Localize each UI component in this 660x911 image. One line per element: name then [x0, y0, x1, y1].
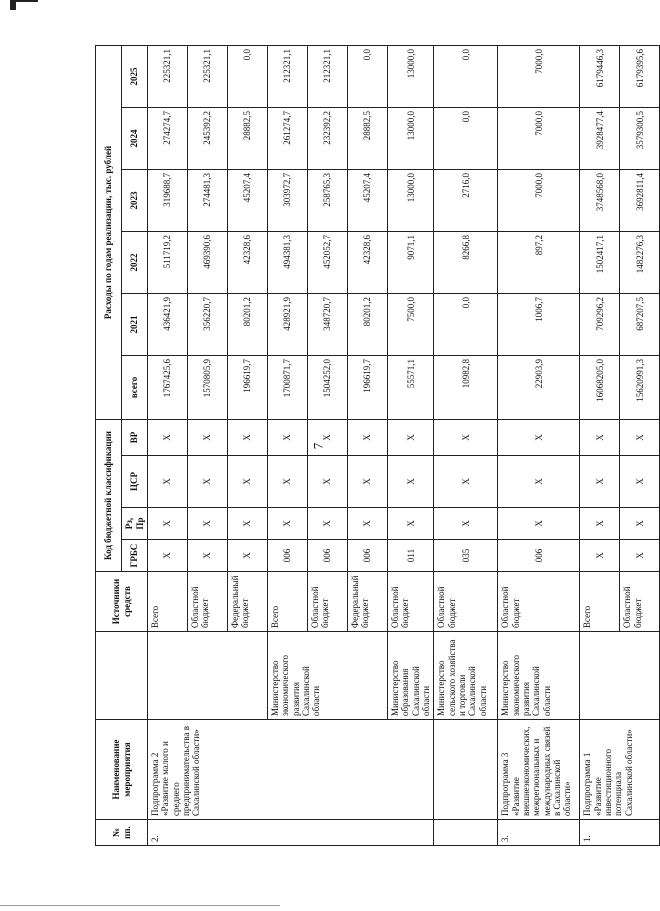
row-source: Всего: [268, 572, 308, 632]
cell-total: 1504252,0: [308, 355, 348, 419]
cell-2025: 13000,0: [388, 45, 434, 107]
row-num: 1.: [580, 820, 660, 846]
cell-2024: 28882,5: [348, 107, 388, 169]
cell-vr: X: [434, 419, 498, 455]
cell-2023: 258765,3: [308, 169, 348, 231]
cell-2024: 274274,7: [148, 107, 188, 169]
budget-table: [95, 45, 660, 846]
cell-2021: 687207,5: [620, 293, 660, 355]
cell-2023: 13000,0: [388, 169, 434, 231]
header-2022: 2022: [122, 231, 148, 293]
row-num: 3.: [498, 820, 580, 846]
row-num: 2.: [148, 820, 434, 846]
cell-vr: X: [620, 419, 660, 455]
cell-2023: 3748568,0: [580, 169, 620, 231]
cell-2021: 7500,0: [388, 293, 434, 355]
cell-vr: X: [308, 419, 348, 455]
cell-vr: X: [148, 419, 188, 455]
cell-2022: 452052,7: [308, 231, 348, 293]
cell-total: 1700871,7: [268, 355, 308, 419]
cell-2023: 45207,4: [348, 169, 388, 231]
row-source: Федеральный бюджет: [228, 572, 268, 632]
cell-2021: 356220,7: [188, 293, 228, 355]
cell-2024: 0,0: [434, 107, 498, 169]
cell-2025: 0,0: [434, 45, 498, 107]
row-source: Областной бюджет: [308, 572, 348, 632]
cell-2025: 6179395,6: [620, 45, 660, 107]
cell-total: 1767425,6: [148, 355, 188, 419]
cell-2023: 319688,7: [148, 169, 188, 231]
cell-2024: 261274,7: [268, 107, 308, 169]
cell-2021: 436421,9: [148, 293, 188, 355]
cell-2021: 80201,2: [228, 293, 268, 355]
cell-2024: 28882,5: [228, 107, 268, 169]
cell-grbs: X: [580, 540, 620, 572]
header-grbs: ГРБС: [122, 540, 148, 572]
cell-rzpr: X: [228, 508, 268, 540]
row-name: Подпрограмма 3 «Развитие внешнеэкономических, межрегиональных и международных связей в Сахалинской области»: [498, 720, 580, 820]
cell-vr: X: [388, 419, 434, 455]
header-source: Источники средств: [96, 572, 148, 632]
cell-total: 55571,1: [388, 355, 434, 419]
cell-2022: 8266,8: [434, 231, 498, 293]
cell-csr: X: [308, 456, 348, 508]
cell-total: 196619,7: [228, 355, 268, 419]
cell-2025: 7000,0: [498, 45, 580, 107]
header-executor: [96, 632, 148, 720]
cell-csr: X: [188, 456, 228, 508]
cell-vr: X: [268, 419, 308, 455]
cell-2025: 6179446,3: [580, 45, 620, 107]
row-name: Подпрограмма 1 «Развитие инвестиционного потенциала Сахалинской области»: [580, 720, 660, 820]
cell-grbs: 035: [434, 540, 498, 572]
cell-rzpr: X: [580, 508, 620, 540]
cell-csr: X: [498, 456, 580, 508]
header-vr: ВР: [122, 419, 148, 455]
cell-2025: 212321,1: [268, 45, 308, 107]
cell-csr: X: [620, 456, 660, 508]
cell-csr: X: [580, 456, 620, 508]
cell-rzpr: X: [620, 508, 660, 540]
header-rzpr: Рз, Пр: [122, 508, 148, 540]
cell-2025: 0,0: [228, 45, 268, 107]
cell-rzpr: X: [148, 508, 188, 540]
header-name: Наименование мероприятия: [96, 720, 148, 820]
cell-2021: 428921,9: [268, 293, 308, 355]
cell-2021: 80201,2: [348, 293, 388, 355]
cell-2024: 3928477,4: [580, 107, 620, 169]
cell-2023: 7000,0: [498, 169, 580, 231]
cell-2022: 469390,6: [188, 231, 228, 293]
row-source: Областной бюджет: [434, 572, 498, 632]
header-2021: 2021: [122, 293, 148, 355]
cell-grbs: X: [620, 540, 660, 572]
cell-2022: 42328,6: [228, 231, 268, 293]
row-source: Федеральный бюджет: [348, 572, 388, 632]
cell-grbs: X: [228, 540, 268, 572]
cell-total: 1570805,9: [188, 355, 228, 419]
cell-2021: 709296,2: [580, 293, 620, 355]
cell-total: 10982,8: [434, 355, 498, 419]
cell-2024: 3579300,5: [620, 107, 660, 169]
cell-2023: 303972,7: [268, 169, 308, 231]
cell-vr: X: [228, 419, 268, 455]
cell-2022: 494381,3: [268, 231, 308, 293]
cell-grbs: 006: [348, 540, 388, 572]
cell-total: 196619,7: [348, 355, 388, 419]
cell-2024: 7000,0: [498, 107, 580, 169]
cell-2022: 897,2: [498, 231, 580, 293]
cell-2021: 348720,7: [308, 293, 348, 355]
cell-csr: X: [388, 456, 434, 508]
cell-2022: 42328,6: [348, 231, 388, 293]
cell-grbs: X: [188, 540, 228, 572]
cell-2024: 13000,0: [388, 107, 434, 169]
header-2023: 2023: [122, 169, 148, 231]
scan-mark-bottom-line: [0, 905, 280, 906]
row-executor: Министерство сельского хозяйства и торговли Сахалинской области: [434, 632, 498, 720]
cell-2022: 1502417,1: [580, 231, 620, 293]
header-kbk-group: Код бюджетной классификации: [96, 419, 122, 571]
cell-rzpr: X: [498, 508, 580, 540]
cell-2025: 225321,1: [148, 45, 188, 107]
table-row: [498, 45, 580, 845]
cell-2022: 511719,2: [148, 231, 188, 293]
row-executor: Министерство экономического развития Сахалинской области: [268, 632, 388, 720]
cell-csr: X: [434, 456, 498, 508]
cell-vr: X: [580, 419, 620, 455]
cell-grbs: 006: [498, 540, 580, 572]
scan-mark-top-line: [16, 0, 38, 2]
row-executor: Министерство экономического развития Сахалинской области: [498, 632, 580, 720]
cell-total: 15620991,3: [620, 355, 660, 419]
cell-vr: X: [348, 419, 388, 455]
table-row: [580, 45, 620, 845]
cell-total: 22903,9: [498, 355, 580, 419]
cell-2024: 232392,2: [308, 107, 348, 169]
header-expenses-group: Расходы по годам реализации, тыс. рублей: [96, 45, 122, 419]
cell-rzpr: X: [268, 508, 308, 540]
cell-grbs: 011: [388, 540, 434, 572]
cell-2023: 274481,3: [188, 169, 228, 231]
header-num: № пп.: [96, 820, 148, 846]
row-source: Областной бюджет: [620, 572, 660, 632]
cell-2024: 245392,2: [188, 107, 228, 169]
cell-grbs: 006: [268, 540, 308, 572]
cell-2023: 3692811,4: [620, 169, 660, 231]
cell-rzpr: X: [434, 508, 498, 540]
cell-csr: X: [268, 456, 308, 508]
cell-csr: X: [348, 456, 388, 508]
header-csr: ЦСР: [122, 456, 148, 508]
cell-rzpr: X: [188, 508, 228, 540]
cell-2021: 1006,7: [498, 293, 580, 355]
cell-rzpr: X: [348, 508, 388, 540]
cell-2023: 2716,0: [434, 169, 498, 231]
row-executor: Министерство образования Сахалинской области: [388, 632, 434, 720]
row-executor: [580, 632, 660, 720]
cell-2022: 1482276,3: [620, 231, 660, 293]
row-source: Областной бюджет: [388, 572, 434, 632]
row-name: [434, 720, 498, 820]
cell-2023: 45207,4: [228, 169, 268, 231]
cell-rzpr: X: [308, 508, 348, 540]
row-source: Областной бюджет: [188, 572, 228, 632]
cell-2022: 9071,1: [388, 231, 434, 293]
row-num: [434, 820, 498, 846]
row-source: Всего: [148, 572, 188, 632]
header-2024: 2024: [122, 107, 148, 169]
page-number: 7: [310, 442, 326, 450]
header-2025: 2025: [122, 45, 148, 107]
row-source: Всего: [580, 572, 620, 632]
table-row: [148, 45, 188, 845]
row-source: Областной бюджет: [498, 572, 580, 632]
cell-2021: 0,0: [434, 293, 498, 355]
cell-vr: X: [498, 419, 580, 455]
cell-2025: 0,0: [348, 45, 388, 107]
row-executor: [148, 632, 268, 720]
row-name: Подпрограмма 2 «Развитие малого и среднего предпринимательства в Сахалинской области»: [148, 720, 434, 820]
header-total: всего: [122, 355, 148, 419]
cell-2025: 212321,1: [308, 45, 348, 107]
cell-csr: X: [228, 456, 268, 508]
table-row: [434, 45, 498, 845]
cell-2025: 225321,1: [188, 45, 228, 107]
cell-grbs: X: [148, 540, 188, 572]
cell-rzpr: X: [388, 508, 434, 540]
cell-grbs: 006: [308, 540, 348, 572]
budget-table-sheet: [95, 46, 645, 846]
cell-vr: X: [188, 419, 228, 455]
cell-csr: X: [148, 456, 188, 508]
cell-total: 16068205,0: [580, 355, 620, 419]
